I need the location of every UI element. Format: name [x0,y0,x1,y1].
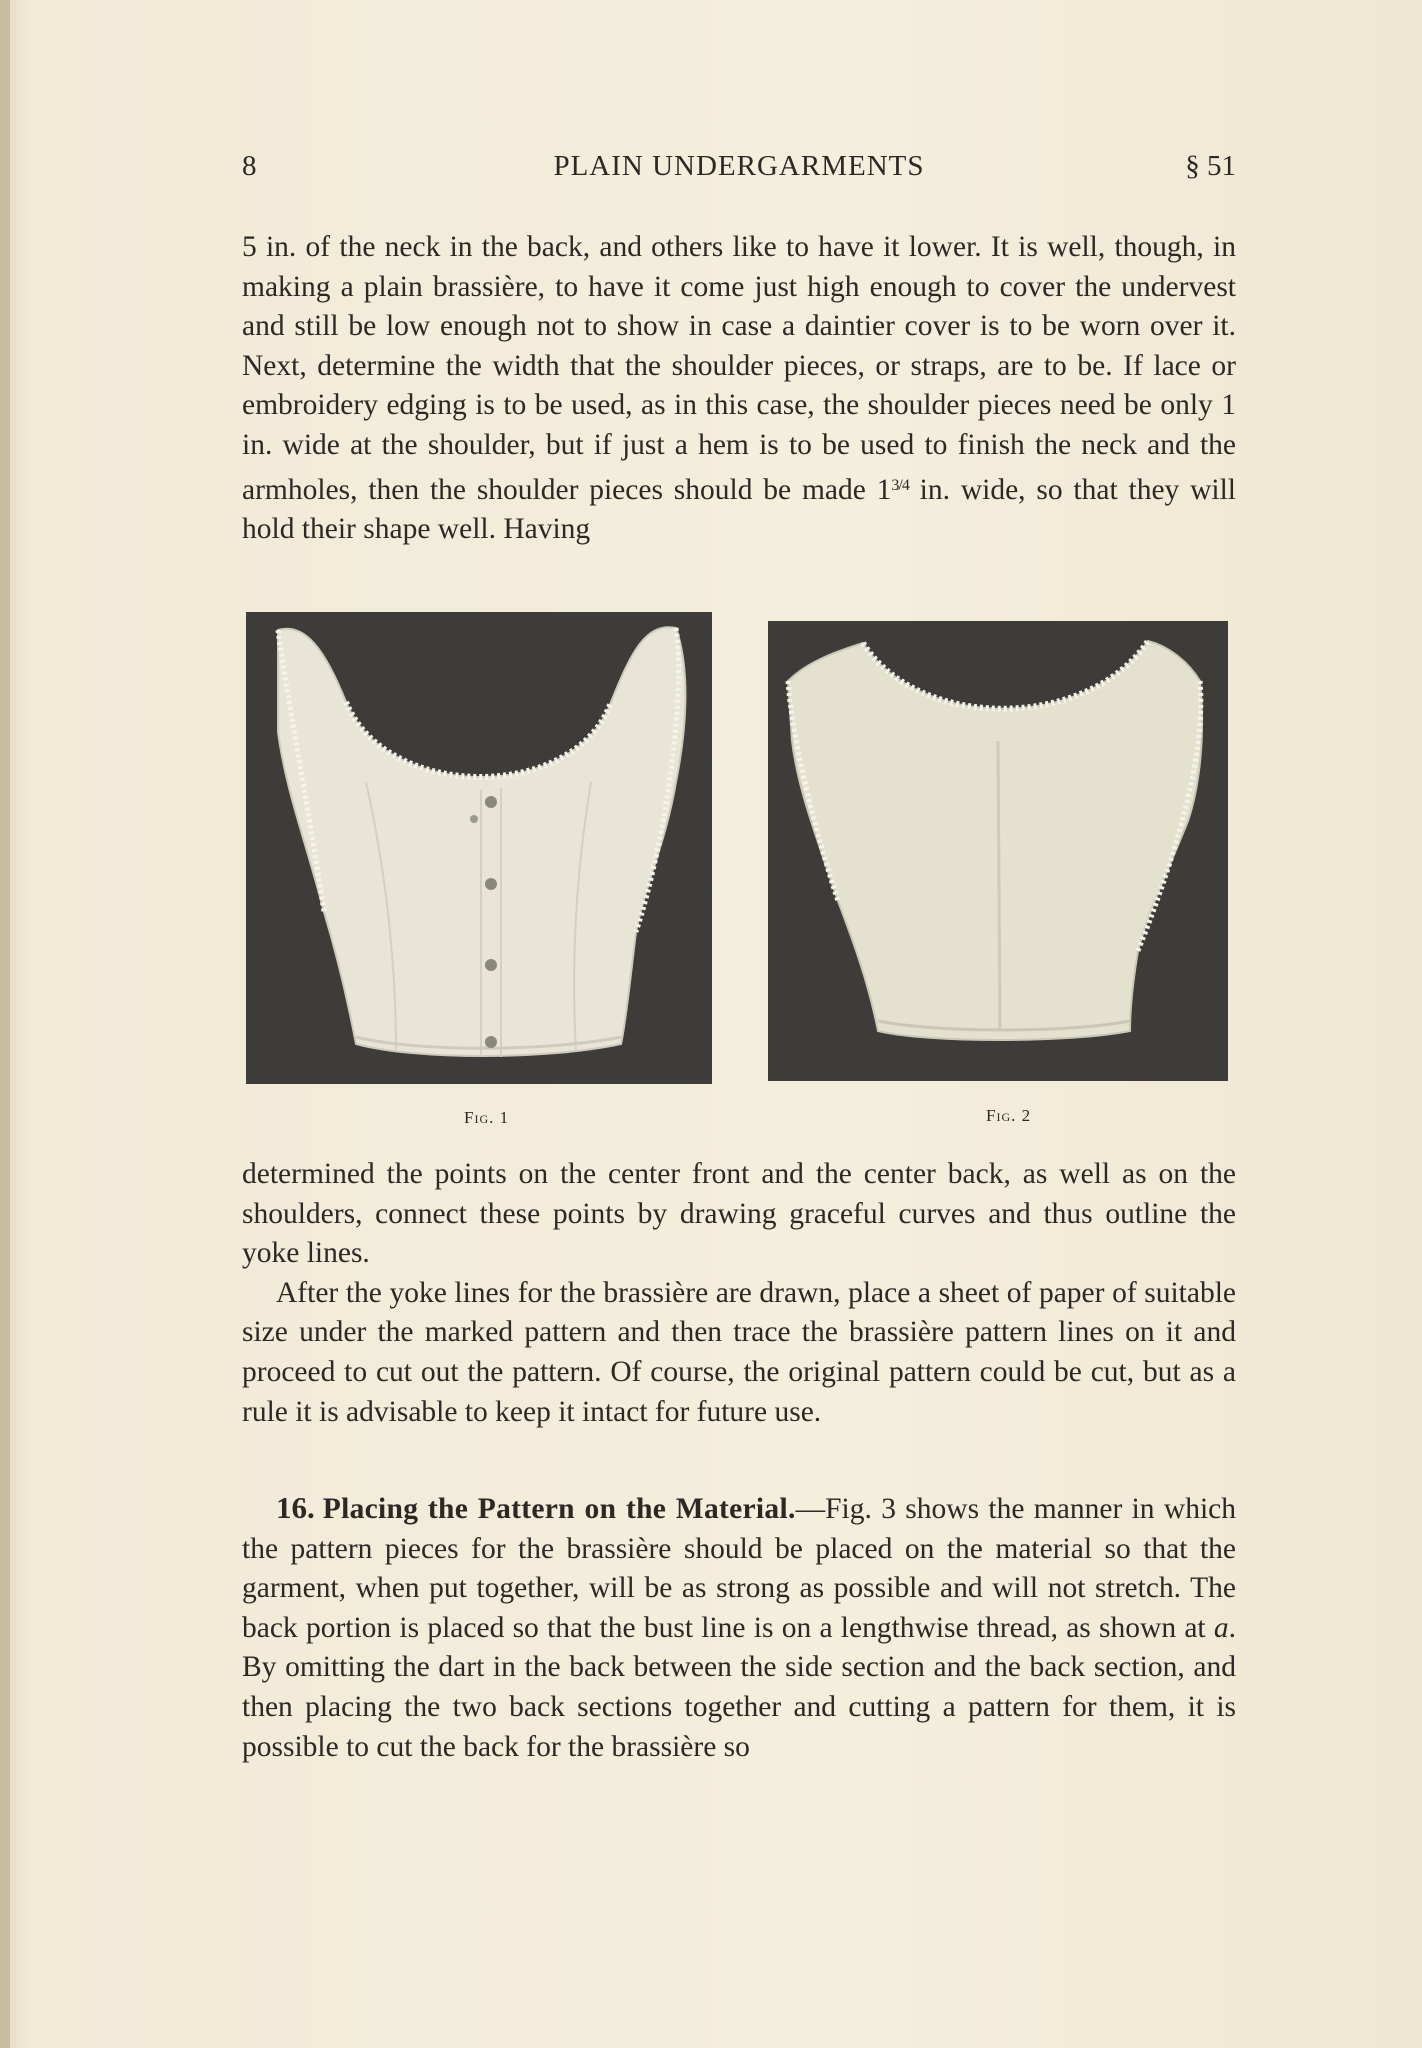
section-16-ref: a [1213,1611,1229,1644]
section-16-heading: Placing the Pattern on the Material. [322,1493,796,1525]
figure-1-caption [464,1108,509,1128]
section-16 [242,1488,1236,1767]
figure-1-caption-text: Fig. 1 [464,1108,510,1127]
section-16-paragraph [242,1488,1236,1767]
section-16-body-end: . By omitting the dart in the back between the side section and the back section, and then placing the two back sections together and cutting a pattern for them, it is possible to cut the back for the brassière so [242,1611,1236,1763]
paragraph-after-figures [242,1155,1236,1432]
page-number: 8 [242,150,257,182]
paragraph-trace-pattern: After the yoke lines for the brassière are drawn, place a sheet of paper of suitable size under the marked pattern and then trace the brassière pattern lines on it and proceed to cut out the pattern. Of course, the original pattern could be cut, but as a rule it is advisable to keep it intact for future use. [242,1276,1236,1428]
paragraph-top [242,228,1236,550]
paragraph-continued [242,228,1236,550]
paragraph-text: 5 in. of the neck in the back, and others like to have it lower. It is well, though, in making a plain brassière, to have it come just high enough to cover the undervest and still be low enough not to show in case a daintier cover is to be worn over it. Next, determine the width that the shoulder pieces, or straps, are to be. If lace or embroidery edging is to be used, as in this case, the shoulder pieces need be only 1 in. wide at the shoulder, but if just a hem is to be used to finish the neck and the armholes, then the shoulder pieces should be made 1 [242,231,1236,506]
paragraph-yoke-lines: determined the points on the center front and the center back, as well as on the shoulders, connect these points by drawing graceful curves and thus outline the yoke lines. [242,1158,1236,1270]
figure-2-caption-text: Fig. 2 [986,1106,1032,1125]
section-16-number: 16. [276,1490,315,1525]
section-16-body: —Fig. 3 shows the manner in which the pattern pieces for the brassière should be placed on the material so that the garment, when put together, will be as strong as possible and will not stretch. The back portion is placed so that the bust line is on a lengthwise thread, as shown at [242,1493,1236,1644]
section-number: § 51 [1185,150,1236,182]
figure-1-image [246,612,712,1084]
figure-2-caption [986,1106,1031,1126]
figure-2-image [768,621,1228,1081]
chapter-title: PLAIN UNDERGARMENTS [553,150,925,182]
fraction: 3/4 [891,476,909,494]
paragraph-text-end: in. wide, so that they will hold their shape well. Having [242,473,1237,546]
book-spine-edge [0,0,10,2048]
running-head [242,150,1236,190]
